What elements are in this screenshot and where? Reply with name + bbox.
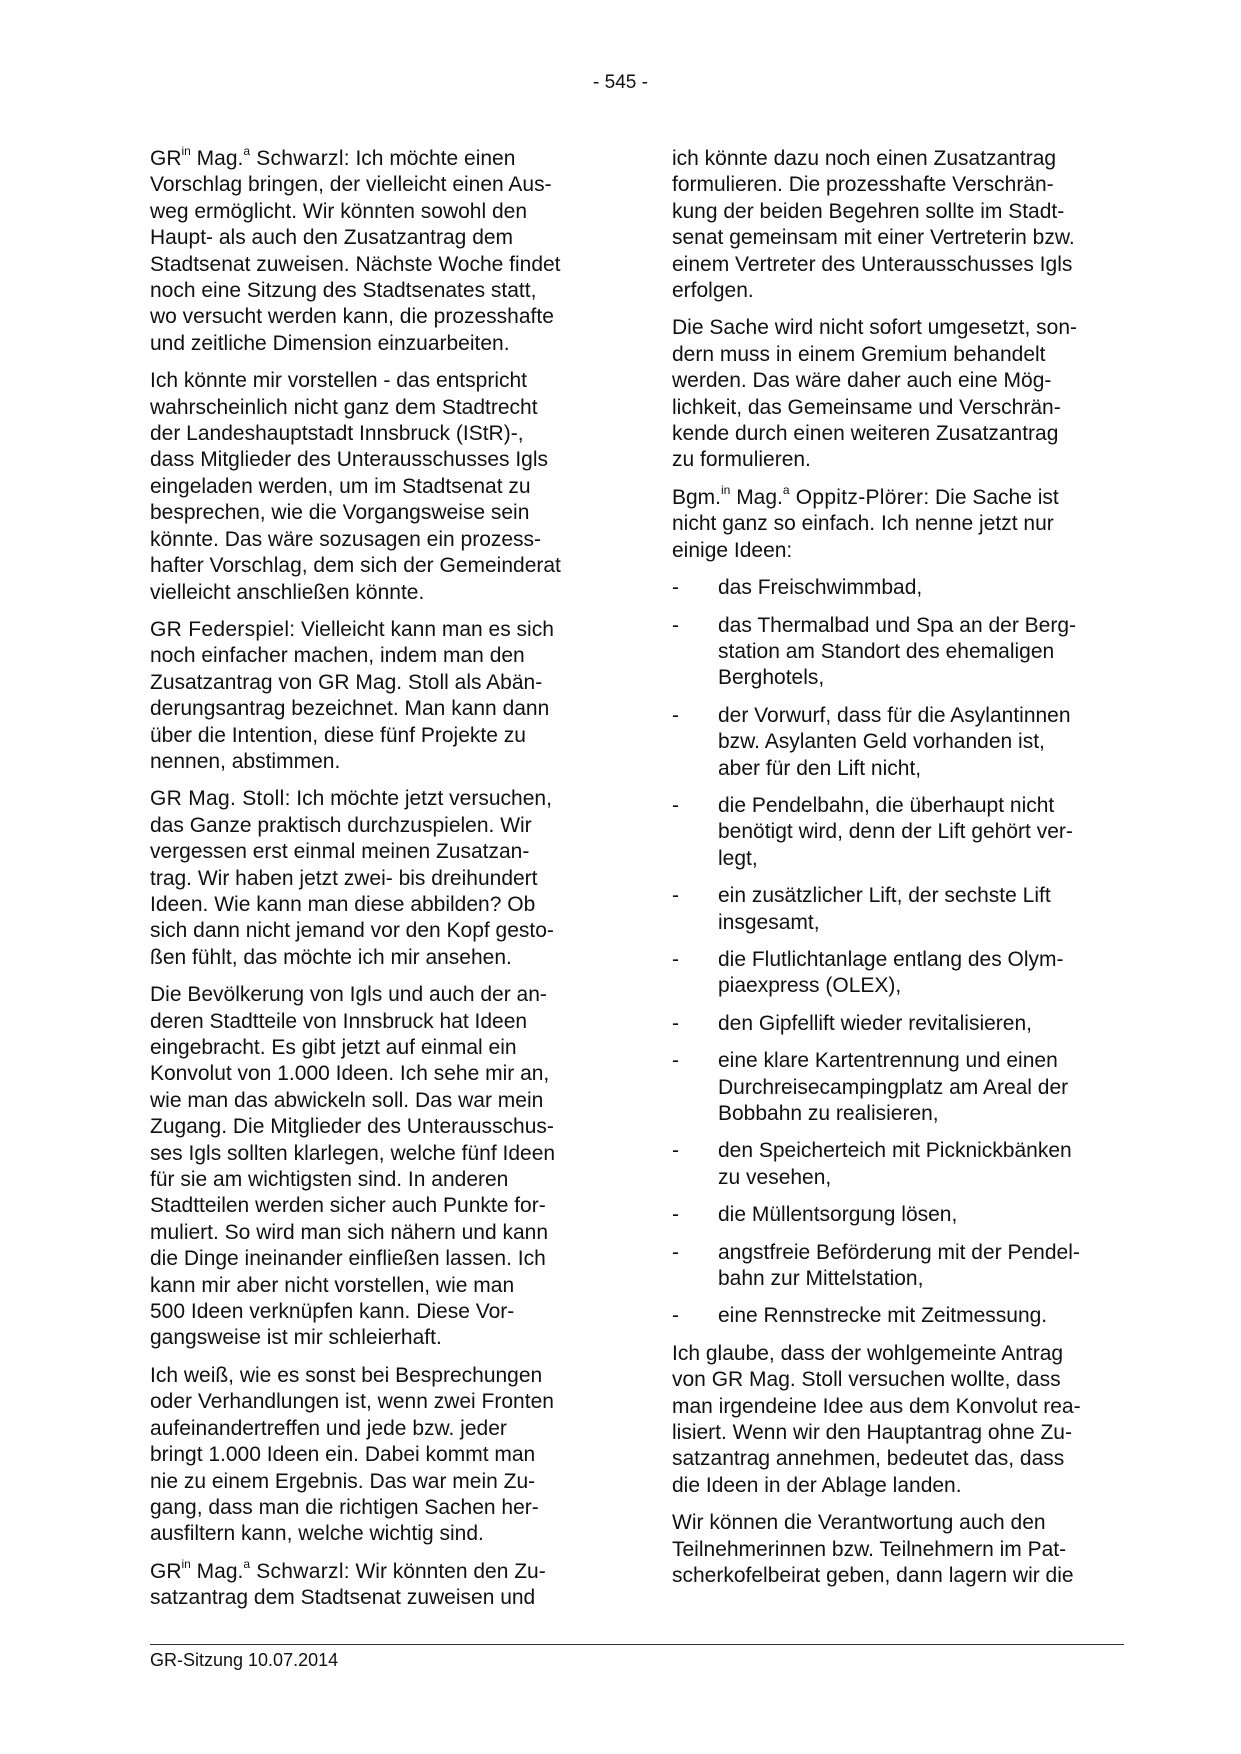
paragraph-oppitz: Bgm.$^{in}$ Mag.$^a$ Oppitz-Plörer: Die Sache ist nicht ganz so einfach. Ich nenne jetzt nur einige Ideen: — [672, 482, 1059, 562]
paragraph-oppitz-3: Wir können die Verantwortung auch den Teilnehmerinnen bzw. Teilnehmern im Pat- scherkofelbeirat geben, dann lagern wir die — [672, 1511, 1074, 1588]
list-item: - den Speicherteich mit Picknickbänken zu vesehen, — [672, 1139, 1072, 1189]
paragraph-oppitz-2: Ich glaube, dass der wohlgemeinte Antrag von GR Mag. Stoll versuchen wollte, dass man irgendeine Idee aus dem Konvolut rea- lisiert. Wenn wir den Hauptantrag ohne Zu- satzantrag annehmen, bedeutet das, dass die Ideen in der Ablage landen. — [672, 1341, 1081, 1497]
paragraph-stoll-2: Die Bevölkerung von Igls und auch der an- deren Stadtteile von Innsbruck hat Ideen eingebracht. Es gibt jetzt auf einmal ein Konvolut von 1.000 Ideen. Ich sehe mir an, wie man das abwickeln soll. Das war mein Zugang. Die Mitglieder des Unterausschus- ses Igls sollten klarlegen, welche fünf Ideen für sie am wichtigsten sind. In anderen Stadtteilen werden sicher auch Punkte for- muliert. So wird man sich nähern und kann die Dinge ineinander einfließen lassen. Ich kann mir aber nicht vorstellen, wie man 500 Ideen verknüpfen kann. Diese Vor- gangsweise ist mir schleierhaft. — [150, 983, 556, 1350]
list-item: - die Flutlichtanlage entlang des Olym- piaexpress (OLEX), — [672, 947, 1064, 998]
paragraph-stoll-3: Ich weiß, wie es sonst bei Besprechungen oder Verhandlungen ist, wenn zwei Fronten aufeinandertreffen und jede bzw. jeder bringt 1.000 Ideen ein. Dabei kommt man nie zu einem Ergebnis. Das war mein Zu- gang, dass man die richtigen Sachen her- ausfiltern kann, welche wichtig sind. — [150, 1363, 554, 1546]
paragraph-schwarzl-4: Die Sache wird nicht sofort umgesetzt, son- dern muss in einem Gremium behandelt werden. Das wäre daher auch eine Mög- lichkeit, das Gemeinsame und Verschrän- kende durch einen weiteren Zusatzantrag zu formulieren. — [672, 316, 1078, 472]
list-item: - der Vorwurf, dass für die Asylantinnen bzw. Asylanten Geld vorhanden ist, aber für den Lift nicht, — [672, 703, 1071, 780]
list-item: - das Thermalbad und Spa an der Berg- station am Standort des ehemaligen Berghotels, — [672, 613, 1077, 690]
list-item: - angstfreie Beförderung mit der Pendel- bahn zur Mittelstation, — [672, 1240, 1080, 1291]
list-item: - das Freischwimmbad, — [672, 576, 923, 600]
speaker-gr-schwarzl: $GR^{in}$ Mag.$^a$ Schwarzl — [150, 144, 344, 170]
paragraph-schwarzl-1: $GR^{in}$ Mag.$^a$ Schwarzl: Ich möchte einen Vorschlag bringen, der vielleicht einen Aus- weg ermöglicht. Wir könnten sowohl den Haupt- als auch den Zusatzantrag dem Stadtsenat zuweisen. Nächste Woche findet noch eine Sitzung des Stadtsenates statt, wo versucht werden kann, die prozesshafte und zeitliche Dimension einzuarbeiten. — [150, 144, 561, 355]
footer-text: GR-Sitzung 10.07.2014 — [150, 1650, 339, 1670]
paragraph-schwarzl-2: Ich könnte mir vorstellen - das entspricht wahrscheinlich nicht ganz dem Stadtrecht der Landeshauptstadt Innsbruck (IStR)-, dass Mitglieder des Unterausschusses Igls eingeladen werden, um im Stadtsenat zu besprechen, wie die Vorgangsweise sein könnte. Das wäre sozusagen ein prozess- hafter Vorschlag, dem sich der Gemeinderat vielleicht anschließen könnte. — [150, 369, 561, 604]
right-column — [672, 146, 1118, 1601]
list-item: - die Müllentsorgung lösen, — [672, 1203, 958, 1227]
paragraph-schwarzl-3: $GR^{in}$ Mag.$^a$ Schwarzl: Wir könnten den Zu- satzantrag dem Stadtsenat zuweisen und — [150, 1556, 546, 1610]
left-column — [150, 146, 596, 1623]
speaker-stoll: GR Mag. Stoll — [150, 787, 285, 811]
speaker-gr-schwarzl-2: $GR^{in}$ Mag.$^a$ Schwarzl — [150, 1556, 344, 1583]
footer-divider — [150, 1644, 1124, 1645]
list-item: - eine Rennstrecke mit Zeitmessung. — [672, 1304, 1048, 1328]
ideas-list — [672, 575, 1118, 1330]
list-item: - ein zusätzlicher Lift, der sechste Lift insgesamt, — [672, 884, 1051, 934]
paragraph-schwarzl-cont: ich könnte dazu noch einen Zusatzantrag formulieren. Die prozesshafte Verschrän- kung der beiden Begehren sollte im Stadt- senat gemeinsam mit einer Vertreterin bzw. einem Vertreter des Unterausschusses Igls erfolgen. — [672, 147, 1075, 303]
list-item: - den Gipfellift wieder revitalisieren, — [672, 1011, 1032, 1035]
list-item: - die Pendelbahn, die überhaupt nicht benötigt wird, denn der Lift gehört ver- legt, — [672, 793, 1073, 870]
page-number: - 545 - — [593, 72, 648, 93]
paragraph-stoll-1: GR Mag. Stoll: Ich möchte jetzt versuchen, das Ganze praktisch durchzuspielen. Wir vergessen erst einmal meinen Zusatzan- trag. Wir haben jetzt zwei- bis dreihundert Ideen. Wie kann man diese abbilden? Ob sich dann nicht jemand vor den Kopf gesto- ßen fühlt, das möchte ich mir ansehen. — [150, 787, 554, 969]
speaker-federspiel: GR Federspiel — [150, 617, 290, 641]
speaker-bgm-oppitz: Bgm.$^{in}$ Mag.$^a$ Oppitz-Plörer — [672, 482, 924, 509]
list-item: - eine klare Kartentrennung und einen Durchreisecampingplatz am Areal der Bobbahn zu realisieren, — [672, 1049, 1069, 1125]
paragraph-federspiel: GR Federspiel: Vielleicht kann man es sich noch einfacher machen, indem man den Zusatzantrag von GR Mag. Stoll als Abän- derungsantrag bezeichnet. Man kann dann über die Intention, diese fünf Projekte zu nennen, abstimmen. — [150, 617, 554, 773]
